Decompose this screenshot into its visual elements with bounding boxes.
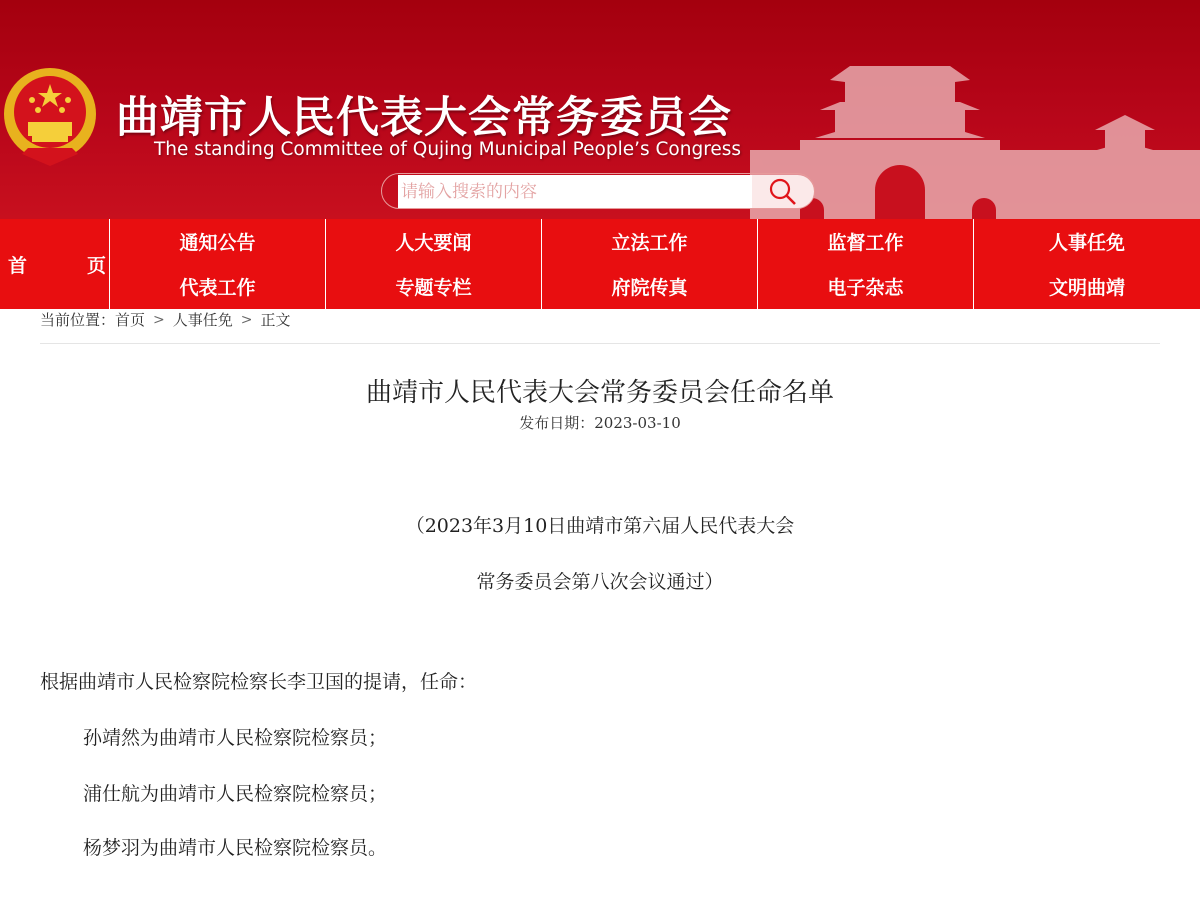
nav-deputy-work[interactable]: 代表工作 xyxy=(179,277,256,299)
main-nav xyxy=(0,219,1200,309)
nav-home-char: 页 xyxy=(86,254,106,277)
nav-notices[interactable]: 通知公告 xyxy=(179,232,256,254)
nav-legislation[interactable]: 立法工作 xyxy=(611,232,688,254)
breadcrumb-appointments[interactable]: 人事任免 xyxy=(172,311,233,329)
nav-news[interactable]: 人大要闻 xyxy=(395,232,472,254)
site-header xyxy=(0,0,1200,219)
breadcrumb-home[interactable]: 首页 xyxy=(115,311,146,329)
chevron-right-icon: > xyxy=(153,311,165,328)
site-title-english: The standing Committee of Qujing Municipal People’s Congress xyxy=(154,139,742,160)
nav-special-topics[interactable]: 专题专栏 xyxy=(395,277,472,299)
nav-e-magazine[interactable]: 电子杂志 xyxy=(827,277,904,299)
search-icon xyxy=(768,177,798,207)
article-subtitle: 常务委员会第八次会议通过） xyxy=(476,571,724,593)
divider xyxy=(40,343,1160,344)
appointment-item: 杨梦羽为曲靖市人民检察院检察员。 xyxy=(83,837,388,859)
nav-column xyxy=(974,219,1200,309)
article-intro: 根据曲靖市人民检察院检察长李卫国的提请，任命： xyxy=(40,671,478,693)
search-input[interactable] xyxy=(398,175,752,208)
article-subtitle: （2023年3月10日曲靖市第六届人民代表大会 xyxy=(405,515,795,537)
search-bar xyxy=(381,173,815,209)
article-title: 曲靖市人民代表大会常务委员会任命名单 xyxy=(365,378,834,408)
nav-column xyxy=(326,219,542,309)
nav-appointments[interactable]: 人事任免 xyxy=(1048,232,1125,254)
nav-column xyxy=(542,219,758,309)
site-title-chinese: 曲靖市人民代表大会常务委员会 xyxy=(116,93,732,143)
breadcrumb-label: 当前位置： xyxy=(40,311,116,329)
nav-civilized-qujing[interactable]: 文明曲靖 xyxy=(1048,277,1125,299)
nav-home-char: 首 xyxy=(8,254,28,277)
nav-government-court[interactable]: 府院传真 xyxy=(611,277,688,299)
nav-column xyxy=(758,219,974,309)
breadcrumb-current: 正文 xyxy=(260,311,291,329)
chevron-right-icon: > xyxy=(240,311,253,328)
nav-supervision[interactable]: 监督工作 xyxy=(827,232,904,254)
publish-date: 发布日期：2023-03-10 xyxy=(519,414,681,432)
breadcrumb xyxy=(40,309,291,330)
search-button[interactable] xyxy=(752,175,814,208)
appointment-item: 孙靖然为曲靖市人民检察院检察员； xyxy=(83,727,388,749)
nav-home[interactable] xyxy=(0,219,110,309)
nav-column xyxy=(110,219,326,309)
appointment-item: 浦仕航为曲靖市人民检察院检察员； xyxy=(83,783,388,805)
national-emblem-logo xyxy=(2,66,98,168)
